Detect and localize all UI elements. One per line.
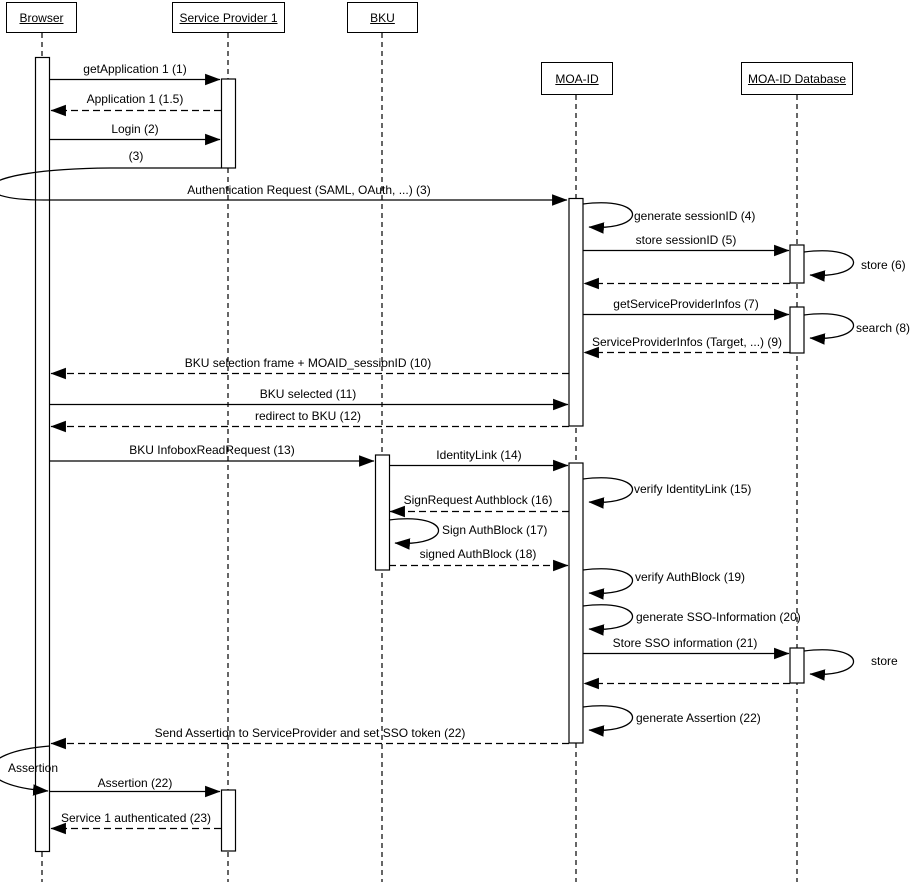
msg-label-generate-sessionid: generate sessionID (4) xyxy=(634,209,756,223)
msg-label-store-6: store (6) xyxy=(861,258,906,272)
actor-service-provider-1 xyxy=(172,2,285,33)
msg-label-store-sso: Store SSO information (21) xyxy=(612,636,758,650)
selfloop-verify-identitylink xyxy=(583,478,633,503)
activation-db-search xyxy=(790,307,804,353)
msg-label-signrequest: SignRequest Authblock (16) xyxy=(403,493,553,507)
msg-label-send-assertion: Send Assertion to ServiceProvider and set SSO token (22) xyxy=(154,726,466,740)
msg-label-bku-selection-frame: BKU selection frame + MOAID_sessionID (10) xyxy=(184,356,432,370)
actor-moa-id-database-label: MOA-ID Database xyxy=(747,71,847,86)
activation-service-provider-1 xyxy=(222,79,236,168)
msg-label-redirect-to-bku: redirect to BKU (12) xyxy=(254,409,362,423)
msg-label-assertion: Assertion (22) xyxy=(97,776,173,790)
selfloop-store-6 xyxy=(804,251,854,276)
activation-moa-id-1 xyxy=(569,199,583,427)
msg-label-search-8: search (8) xyxy=(856,321,911,335)
msg-label-serviceproviderinfos: ServiceProviderInfos (Target, ...) (9) xyxy=(591,335,783,349)
msg-label-service1-authenticated: Service 1 authenticated (23) xyxy=(60,811,212,825)
msg-label-store-sessionid: store sessionID (5) xyxy=(635,233,737,247)
selfloop-generate-sso xyxy=(583,605,633,630)
activation-browser xyxy=(36,58,50,852)
actor-service-provider-1-label: Service Provider 1 xyxy=(179,10,278,25)
msg-label-auth-request: Authentication Request (SAML, OAuth, ...) (3) xyxy=(187,183,431,197)
actor-moa-id xyxy=(541,62,613,95)
msg-label-application: Application 1 (1.5) xyxy=(86,92,184,106)
msg-label-signed-authblock: signed AuthBlock (18) xyxy=(419,547,537,561)
actor-browser-label: Browser xyxy=(19,10,64,25)
activation-bku xyxy=(376,455,390,570)
msg-label-generate-assertion: generate Assertion (22) xyxy=(636,711,761,725)
msg-label-login: Login (2) xyxy=(111,122,159,136)
selfloop-verify-authblock xyxy=(583,569,633,594)
msg-label-3: (3) xyxy=(128,149,144,163)
actor-moa-id-label: MOA-ID xyxy=(555,71,599,86)
selfloop-store-sso xyxy=(804,650,854,675)
selfloop-search-8 xyxy=(804,314,854,339)
msg-label-sign-authblock: Sign AuthBlock (17) xyxy=(442,523,548,537)
actor-browser xyxy=(6,2,77,33)
selfloop-sign-authblock xyxy=(389,519,439,544)
msg-label-bku-selected: BKU selected (11) xyxy=(259,387,357,401)
msg-label-identitylink: IdentityLink (14) xyxy=(436,448,522,462)
msg-label-infoboxreadrequest: BKU InfoboxReadRequest (13) xyxy=(129,443,295,457)
selfloop-generate-sessionid xyxy=(583,203,633,228)
msg-label-assertion-loop: Assertion xyxy=(8,761,59,775)
activation-moa-id-2 xyxy=(569,463,583,743)
msg-label-getapplication: getApplication 1 (1) xyxy=(83,62,187,76)
activation-db-store-sso xyxy=(790,648,804,683)
selfloop-generate-assertion xyxy=(583,706,633,731)
msg-label-generate-sso: generate SSO-Information (20) xyxy=(636,610,801,624)
activation-db-store-session xyxy=(790,245,804,283)
actor-bku xyxy=(347,2,418,33)
activation-service-provider-2 xyxy=(222,790,236,851)
actor-bku-label: BKU xyxy=(370,10,395,25)
actor-moa-id-database xyxy=(741,62,853,95)
msg-label-verify-identitylink: verify IdentityLink (15) xyxy=(634,482,752,496)
msg-label-getserviceproviderinfos: getServiceProviderInfos (7) xyxy=(613,297,759,311)
msg-label-verify-authblock: verify AuthBlock (19) xyxy=(635,570,746,584)
msg-label-store-plain: store xyxy=(871,654,898,668)
